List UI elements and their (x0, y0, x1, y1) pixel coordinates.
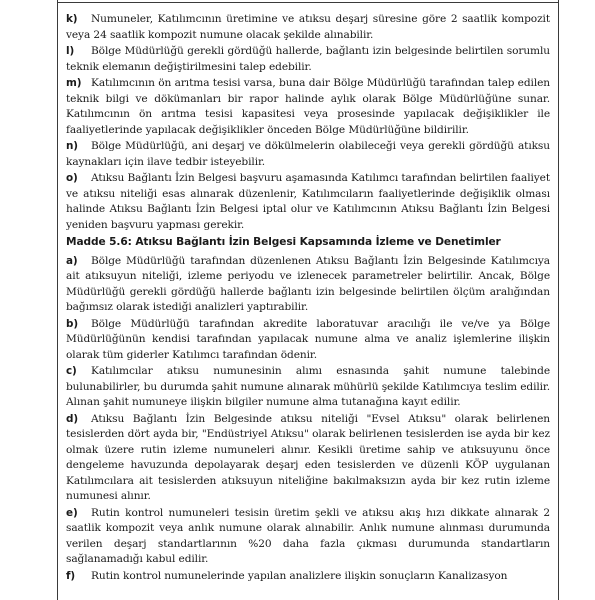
item-text: Katılımcılar atıksu numunesinin alımı esnasında şahit numune talebinde bulunabilirler, bu durumda şahit numune alınarak mühürlü şekilde Katılımcıya teslim edilir. Alınan şahit numuneye ilişkin bilgiler numune alma tutanağına kayıt edilir. (66, 365, 550, 408)
list-item-b (66, 317, 550, 364)
item-label: d) (66, 412, 78, 425)
item-text: Bölge Müdürlüğü gerekli gördüğü hallerde, bağlantı izin belgesinde belirtilen sorumlu teknik elemanın değiştirilmesini talep edebilir. (66, 45, 550, 73)
item-label: m) (66, 77, 82, 89)
section-heading: Madde 5.6: Atıksu Bağlantı İzin Belgesi Kapsamında İzleme ve Denetimler (66, 236, 501, 248)
item-text: Rutin kontrol numuneleri tesisin üretim şekli ve atıksu akış hızı dikkate alınarak 2 saatlik kompozit veya anlık numune olarak alınabilir. Anlık numune alınması durumunda verilen deşarj standartlarının %20 daha fazla çıkması durumunda standartların sağlanamadığı kabul edilir. (66, 506, 550, 565)
item-label: e) (66, 506, 78, 519)
item-label: b) (66, 317, 78, 330)
list-item-c (66, 364, 550, 411)
item-text: Numuneler, Katılımcının üretimine ve atıksu deşarj süresine göre 2 saatlik kompozit veya 24 saatlik kompozit numune olacak şekilde alınabilir. (66, 13, 550, 41)
document-body (66, 12, 550, 585)
list-item-n (66, 139, 550, 170)
item-label: o) (66, 172, 78, 184)
item-label: n) (66, 140, 78, 152)
page-top-border (58, 2, 558, 3)
item-text: Rutin kontrol numunelerinde yapılan analizlere ilişkin sonuçların Kanalizasyon (91, 569, 508, 582)
list-item-l (66, 44, 550, 75)
list-item-o (66, 171, 550, 233)
list-item-a (66, 254, 550, 316)
item-text: Bölge Müdürlüğü, ani deşarj ve dökülmelerin olabileceği veya gerekli gördüğü atıksu kaynakları için ilave tedbir isteyebilir. (66, 140, 550, 168)
item-label: c) (66, 365, 77, 377)
list-item-e (66, 506, 550, 568)
item-label: l) (66, 45, 75, 57)
list-item-k (66, 12, 550, 43)
document-page (57, 0, 559, 600)
item-text: Bölge Müdürlüğü tarafından akredite laboratuvar aracılığı ile ve/ve ya Bölge Müdürlüğünün kendisi tarafından yapılacak numune alma ve analiz işlemlerine ilişkin olarak tüm giderler Katılımcı tarafından ödenir. (66, 317, 550, 361)
item-label: k) (66, 13, 78, 25)
item-text: Bölge Müdürlüğü tarafından düzenlenen Atıksu Bağlantı İzin Belgesinde Katılımcıya ait atıksuyun niteliği, izleme periyodu ve izlenecek parametreler belirtilir. Ancak, Bölge Müdürlüğü gerekli gördüğü hallerde bağlantı izin belgesinde belirtilen ölçüm aralığından bağımsız olarak istediği analizleri yaptırabilir. (66, 254, 550, 313)
item-label: a) (66, 254, 78, 267)
list-item-f (66, 569, 550, 585)
list-item-d (66, 412, 550, 505)
item-text: Katılımcının ön arıtma tesisi varsa, buna dair Bölge Müdürlüğü tarafından talep edilen teknik bilgi ve dökümanları bir rapor halinde aylık olarak Bölge Müdürlüğüne sunar. Katılımcının ön arıtma tesisi kapasitesi veya prosesinde yapılacak değişiklikler ile faaliyetlerinde yapılacak değişiklikler önceden Bölge Müdürlüğüne bildirilir. (66, 77, 550, 136)
item-label: f) (66, 569, 76, 582)
item-text: Atıksu Bağlantı İzin Belgesi başvuru aşamasında Katılımcı tarafından belirtilen faaliyet ve atıksu niteliği esas alınarak düzenlenir, Katılımcıların faaliyetlerinde değişiklik olması halinde Atıksu Bağlantı İzin Belgesi iptal olur ve Katılımcının Atıksu Bağlantı İzin Belgesi yeniden başvuru yapması gerekir. (66, 172, 550, 231)
list-item-m (66, 76, 550, 138)
item-text: Atıksu Bağlantı İzin Belgesinde atıksu niteliği "Evsel Atıksu" olarak belirlenen tesislerden dört ayda bir, "Endüstriyel Atıksu" olarak belirlenen tesislerden ise ayda bir kez olmak üzere rutin izleme numuneleri alınır. Kesikli üretime sahip ve atıksuyunu önce dengeleme havuzunda depolayarak deşarj eden tesislerden ve düzenli KÖP uygulanan Katılımcılara ait tesislerden atıksuyun niteliğine bakılmaksızın ayda bir kez rutin izleme numunesi alınır. (66, 412, 550, 502)
